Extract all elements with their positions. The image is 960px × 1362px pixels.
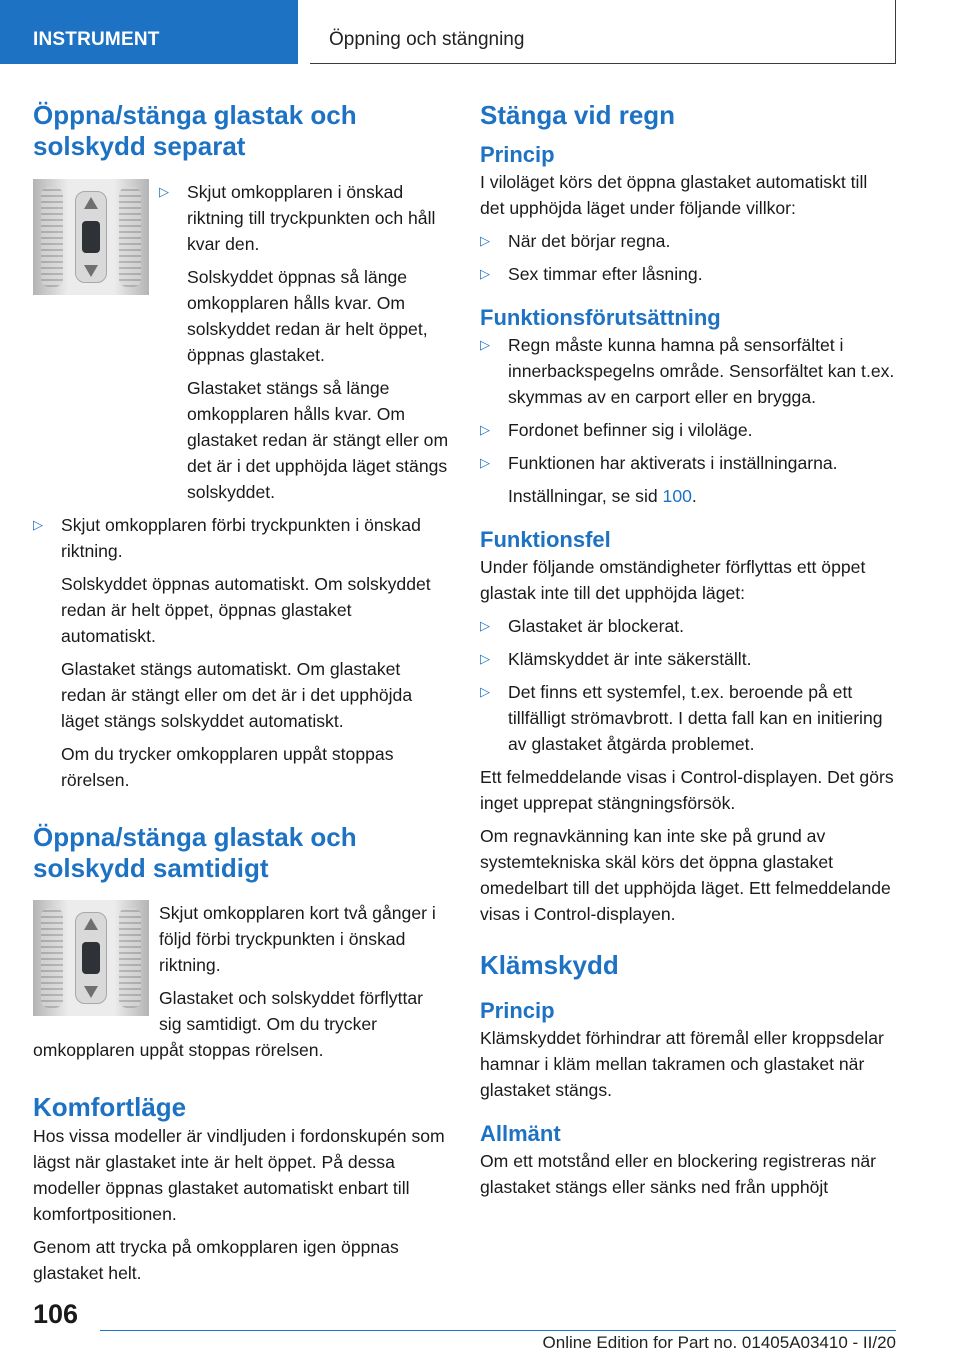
- list-item: ▷ Fordonet befinner sig i viloläge.: [480, 417, 896, 443]
- bullet-triangle-icon: ▷: [480, 337, 490, 352]
- paragraph: Solskyddet öppnas automatiskt. Om solskyddet redan är helt öppet, öppnas glastaket automatiskt.: [61, 574, 431, 646]
- page-number: 106: [33, 1299, 79, 1329]
- heading-separat: Öppna/stänga glastak och solskydd separat: [33, 100, 357, 161]
- subheading-funktionsfel: Funktionsfel: [480, 527, 611, 552]
- list-item: ▷ Det finns ett systemfel, t.ex. beroende på ett tillfälligt strömavbrott. I detta fall kan en initiering av glastaket åtgärda problemet.: [480, 679, 896, 757]
- header-chapter-label: Öppning och stängning: [329, 29, 525, 50]
- bullet-triangle-icon: ▷: [480, 266, 490, 281]
- header-chapter-box: [310, 0, 896, 64]
- paragraph: Klämskyddet förhindrar att föremål eller kroppsdelar hamnar i kläm mellan takramen och glastaket när glastaket stängs.: [480, 1028, 884, 1100]
- heading-stanga-vid-regn: Stänga vid regn: [480, 100, 676, 130]
- arrow-down-icon: [84, 986, 98, 998]
- paragraph: Om du trycker omkopplaren uppåt stoppas rörelsen.: [61, 744, 394, 790]
- right-column: [480, 100, 896, 1207]
- paragraph: Hos vissa modeller är vindljuden i fordonskupén som lägst när glastaket inte är helt öppet. På dessa modeller öppnas glastaket automatiskt enbart till komfortpositionen.: [33, 1126, 445, 1224]
- footer-edition: Online Edition for Part no. 01405A03410 - II/20: [542, 1333, 896, 1352]
- subheading-princip: Princip: [480, 142, 555, 167]
- footer-divider: [100, 1330, 896, 1331]
- paragraph: Glastaket stängs automatiskt. Om glastaket redan är stängt eller om det är i det upphöjda läget stängs solskyddet automatiskt.: [61, 659, 413, 731]
- arrow-down-icon: [84, 265, 98, 277]
- paragraph: Genom att trycka på omkopplaren igen öppnas glastaket helt.: [33, 1237, 399, 1283]
- paragraph: Under följande omständigheter förflyttas ett öppet glastak inte till det upphöjda läget:: [480, 557, 866, 603]
- paragraph: Glastaket och solskyddet förflyttar sig samtidigt. Om du trycker omkopplaren uppåt stoppas rörelsen.: [33, 988, 424, 1060]
- arrow-up-icon: [84, 197, 98, 209]
- bullet-triangle-icon: ▷: [480, 618, 490, 633]
- switch-illustration: [33, 179, 149, 295]
- list-item: ▷ Regn måste kunna hamna på sensorfältet i innerbackspegelns område. Sensorfältet kan t.ex. skymmas av en carport eller en brygga.: [480, 332, 896, 410]
- bullet-triangle-icon: ▷: [480, 233, 490, 248]
- paragraph: Glastaket stängs så länge omkopplaren hålls kvar. Om glastaket redan är stängt eller om det är i det upphöjda läget stängs solskyddet.: [187, 378, 449, 502]
- paragraph: Skjut omkopplaren kort två gånger i följd förbi tryckpunkten i önskad riktning.: [159, 903, 436, 975]
- bullet-triangle-icon: ▷: [480, 455, 490, 470]
- paragraph: I viloläget körs det öppna glastaket automatiskt till det upphöjda läget under följande villkor:: [480, 172, 868, 218]
- heading-klamskydd: Klämskydd: [480, 950, 619, 980]
- bullet-triangle-icon: ▷: [159, 184, 169, 199]
- list-item: ▷ Skjut omkopplaren i önskad riktning till tryckpunkten och håll kvar den.: [159, 179, 449, 257]
- list-item: ▷ Klämskyddet är inte säkerställt.: [480, 646, 896, 672]
- list-item: ▷ Glastaket är blockerat.: [480, 613, 896, 639]
- page-link[interactable]: 100: [662, 486, 692, 506]
- list-item: ▷ Funktionen har aktiverats i inställningarna.: [480, 450, 896, 476]
- paragraph: Ett felmeddelande visas i Control-displayen. Det görs inget upprepat stängningsförsök.: [480, 767, 894, 813]
- header-section-label: INSTRUMENT: [33, 29, 160, 50]
- list-item: ▷ Skjut omkopplaren förbi tryckpunkten i önskad riktning.: [33, 512, 449, 564]
- paragraph: Om ett motstånd eller en blockering registreras när glastaket stängs eller sänks ned från upphöjt: [480, 1151, 877, 1197]
- paragraph: Om regnavkänning kan inte ske på grund av systemtekniska skäl körs det öppna glastaket omedelbart till det upphöjda läget. Ett felmeddelande visas i Control-displayen.: [480, 826, 891, 924]
- bullet-triangle-icon: ▷: [480, 422, 490, 437]
- bullet-triangle-icon: ▷: [480, 684, 490, 699]
- heading-samtidigt: Öppna/stänga glastak och solskydd samtidigt: [33, 822, 357, 883]
- subheading-allmant: Allmänt: [480, 1121, 561, 1146]
- switch-illustration: [33, 900, 149, 1016]
- list-item: ▷ När det börjar regna.: [480, 228, 896, 254]
- bullet-triangle-icon: ▷: [33, 517, 43, 532]
- cross-reference: Inställningar, se sid 100.: [508, 486, 697, 506]
- left-column: [33, 100, 449, 1293]
- arrow-up-icon: [84, 918, 98, 930]
- paragraph: Solskyddet öppnas så länge omkopplaren hålls kvar. Om solskyddet redan är helt öppet, öppnas glastaket.: [187, 267, 428, 365]
- header-section-tab: [0, 0, 298, 64]
- heading-komfortlage: Komfortläge: [33, 1092, 187, 1122]
- subheading-funktionsforutsattning: Funktionsförutsättning: [480, 305, 721, 330]
- subheading-princip-2: Princip: [480, 998, 555, 1023]
- list-item: ▷ Sex timmar efter låsning.: [480, 261, 896, 287]
- bullet-triangle-icon: ▷: [480, 651, 490, 666]
